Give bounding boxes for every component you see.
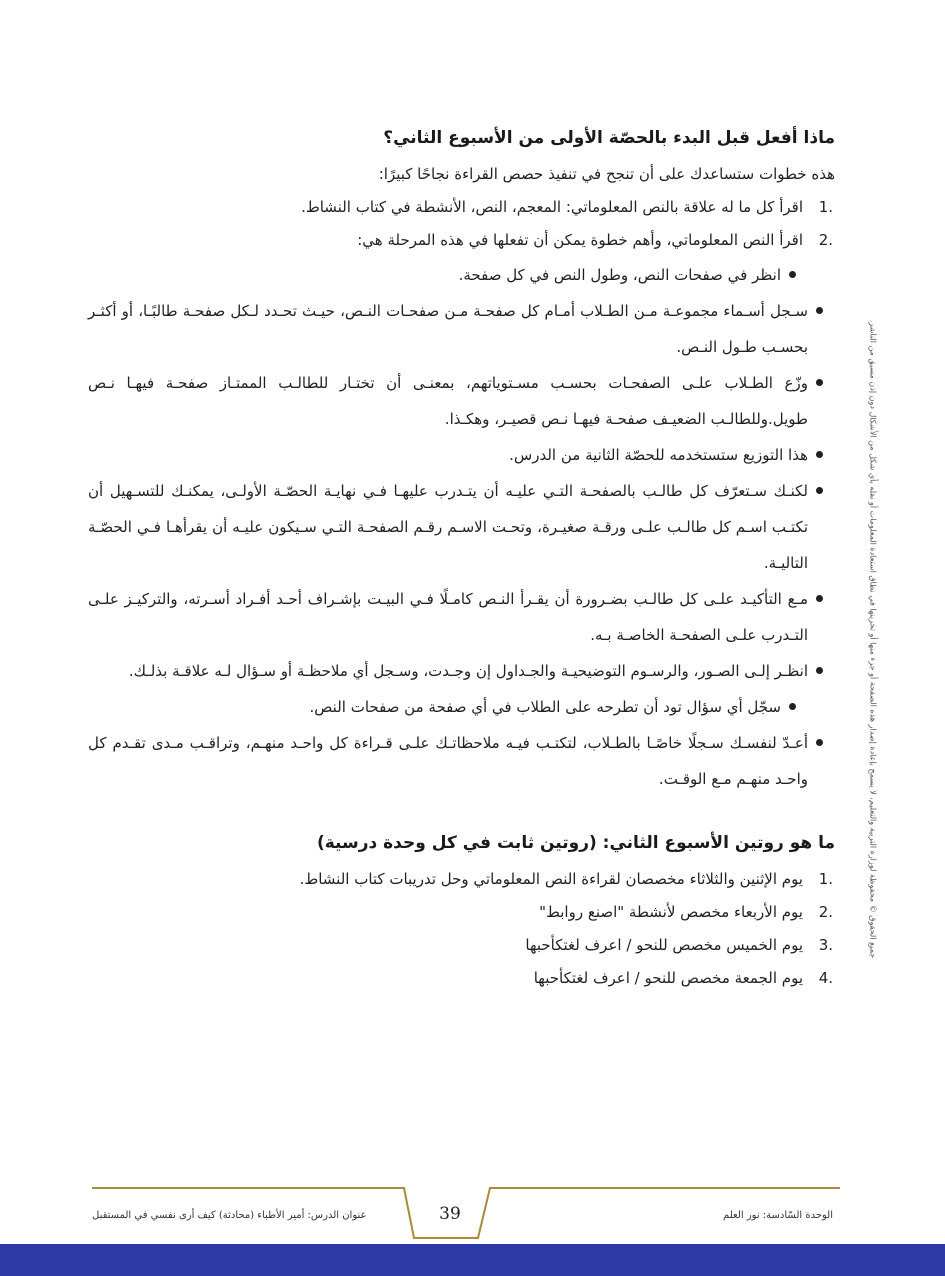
bottom-color-bar — [0, 1244, 945, 1276]
page-content — [88, 118, 835, 995]
page-number: 39 — [439, 1204, 461, 1224]
copyright-side-text — [866, 286, 880, 992]
bullet-text: مـع التأكيـد علـى كل طالـب بضـرورة أن يقـرأ النـص كامـلًا فـي البيـت بإشـراف أحـد أفـراد أسـرته، والتركيـز علـى التـدرب علـى الصفحـة الخاصـة بـه. — [88, 590, 808, 644]
bullet-text: انظر في صفحات النص، وطول النص في كل صفحة. — [458, 266, 781, 284]
item-text: اقرأ كل ما له علاقة بالنص المعلوماتي: المعجم، النص، الأنشطة في كتاب النشاط. — [301, 198, 803, 216]
footer-unit-title: الوحدة السّادسة: نور العلم — [723, 1210, 833, 1221]
bullet-text: لكنـك سـتعرّف كل طالـب بالصفحـة التـي عليـه أن يتـدرب عليهـا فـي نهايـة الحصّـة الأولـى، يمكنـك للتسـهيل أن تكتـب اسـم كل طالـب علـى ورقـة صغيـرة، وتحـت الاسـم رقـم الصفحـة التـي سـيكون عليـه أن يقرأهـا فـي الحصّـة التاليـة. — [88, 482, 808, 572]
list-item — [88, 962, 835, 995]
section1-intro: هذه خطوات ستساعدك على أن تنجح في تنفيذ حصص القراءة نجاحًا كبيرًا: — [378, 165, 835, 183]
list-item — [88, 863, 835, 896]
section2-heading: ما هو روتين الأسبوع الثاني: (روتين ثابت في كل وحدة درسية) — [316, 833, 835, 853]
bullet-item — [88, 437, 835, 473]
bullet-text: انظـر إلـى الصـور، والرسـوم التوضيحيـة والجـداول إن وجـدت، وسـجل أي ملاحظـة أو سـؤال لـه علاقـة بذلـك. — [128, 662, 808, 680]
item-number: 2. — [818, 903, 833, 921]
bullet-item — [88, 689, 835, 725]
bullet-icon — [816, 739, 823, 746]
item-number: 2. — [818, 231, 833, 249]
bullet-text: سـجل أسـماء مجموعـة مـن الطـلاب أمـام كل صفحـة مـن صفحـات النـص، حيـث تحـدد لـكل صفحـة طالبًـا، أو أكثـر بحسـب طـول النـص. — [88, 302, 808, 356]
item-text: يوم الأربعاء مخصص لأنشطة "اصنع روابط" — [539, 903, 803, 921]
bullet-icon — [816, 307, 823, 314]
bullet-icon — [789, 271, 796, 278]
item-text: يوم الخميس مخصص للنحو / اعرف لغتكأحبها — [525, 936, 803, 954]
item-number: 1. — [818, 870, 833, 888]
bullet-item — [88, 581, 835, 653]
bullet-item — [88, 257, 835, 293]
list-item — [88, 929, 835, 962]
bullet-text: أعـدّ لنفسـك سـجلًا خاصًـا بالطـلاب، لتكتـب فيـه ملاحظاتـك علـى قـراءة كل واحـد منهـم، وتراقـب مـدى تقـدم كل واحـد منهـم مـع الوقـت. — [88, 734, 808, 788]
bullet-item — [88, 293, 835, 365]
routine-section — [88, 823, 835, 995]
bullet-icon — [816, 667, 823, 674]
item-text: يوم الجمعة مخصص للنحو / اعرف لغتكأحبها — [533, 969, 803, 987]
bullet-icon — [816, 595, 823, 602]
bullet-icon — [816, 487, 823, 494]
bullet-list — [88, 257, 835, 797]
bullet-item — [88, 653, 835, 689]
bullet-text: سجّل أي سؤال تود أن تطرحه على الطلاب في أي صفحة من صفحات النص. — [309, 698, 781, 716]
bullet-icon — [816, 451, 823, 458]
bullet-item — [88, 473, 835, 581]
bullet-item — [88, 365, 835, 437]
item-number: 3. — [818, 936, 833, 954]
steps-list — [88, 191, 835, 257]
bullet-icon — [816, 379, 823, 386]
list-item — [88, 896, 835, 929]
copyright-text: جميع الحقوق © محفوظة لوزارة التربية والتعليم، لا يسمح بإعادة إصدار هذه الصفحة أو جزء منها أو تخزينها في نطاق استعادة المعلومات أو نقله بأي شكل من الأشكال دون إذن مسبق من الناشر. — [868, 319, 878, 959]
item-text: يوم الإثنين والثلاثاء مخصصان لقراءة النص المعلوماتي وحل تدريبات كتاب النشاط. — [299, 870, 803, 888]
bullet-item — [88, 725, 835, 797]
bullet-text: هذا التوزيع ستستخدمه للحصّة الثانية من الدرس. — [509, 446, 808, 464]
footer-lesson-title: عنوان الدرس: أمير الأطباء (محادثة) كيف أرى نفسي في المستقبل — [92, 1210, 367, 1221]
bullet-icon — [789, 703, 796, 710]
item-text: اقرأ النص المعلوماتي، وأهم خطوة يمكن أن تفعلها في هذه المرحلة هي: — [357, 231, 803, 249]
item-number: 1. — [818, 198, 833, 216]
list-item — [88, 191, 835, 224]
page-footer — [0, 1180, 945, 1244]
item-number: 4. — [818, 969, 833, 987]
list-item — [88, 224, 835, 257]
bullet-text: وزّع الطـلاب علـى الصفحـات بحسـب مسـتوياتهم، بمعنـى أن تختـار للطالـب الممتـاز صفحـة فيهـا نـص طويل.وللطالـب الضعيـف صفحـة فيهـا نـص قصيـر، وهكـذا. — [88, 374, 808, 428]
section1-heading: ماذا أفعل قبل البدء بالحصّة الأولى من الأسبوع الثاني؟ — [383, 128, 835, 148]
routine-list — [88, 863, 835, 995]
